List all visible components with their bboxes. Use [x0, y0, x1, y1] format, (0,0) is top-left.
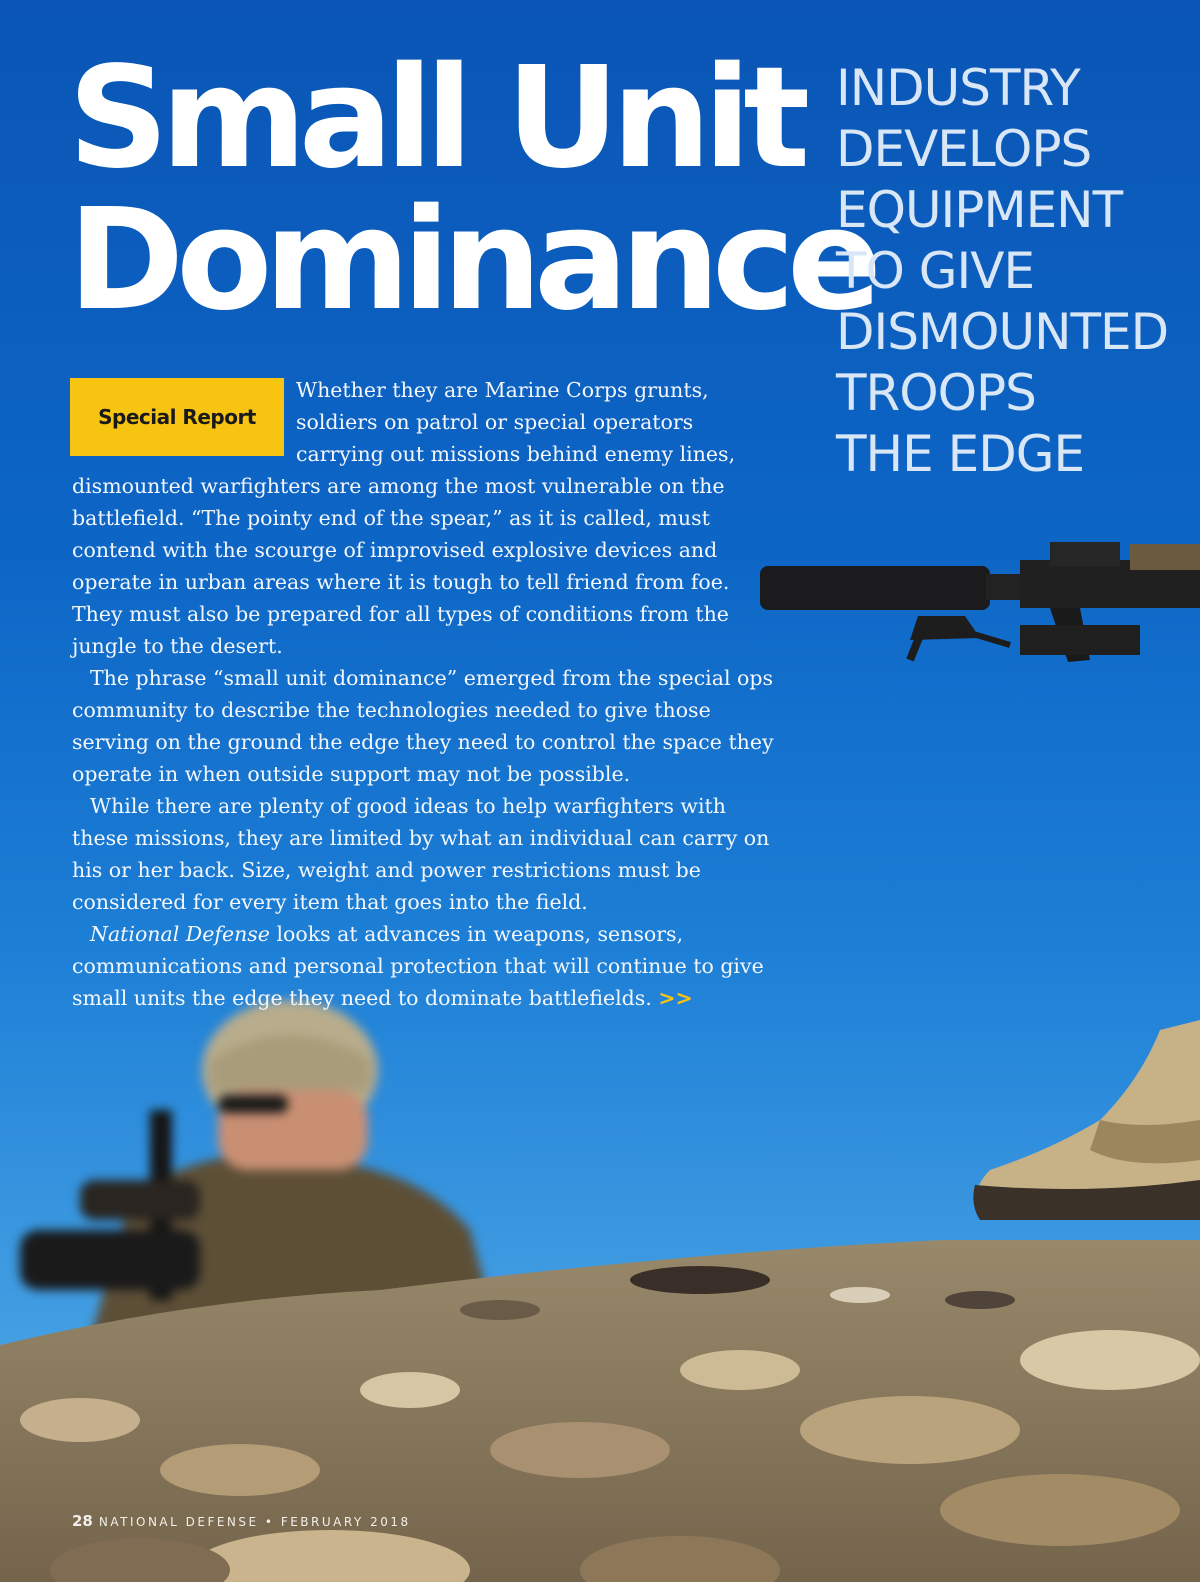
- page-number: 28: [72, 1512, 93, 1530]
- paragraph-4: [72, 918, 784, 1014]
- boot-image: [970, 1020, 1200, 1230]
- special-report-badge: Special Report: [70, 378, 284, 456]
- headline-line-2: Dominance: [68, 179, 875, 342]
- continue-arrow-icon: >>: [658, 986, 693, 1010]
- deck-line: THE EDGE: [836, 425, 1085, 483]
- headline: [68, 37, 875, 342]
- subheadline-deck: [836, 58, 1186, 485]
- deck-line: TROOPS: [836, 364, 1036, 422]
- rocky-ground-image: [0, 1240, 1200, 1582]
- publication-name: National Defense: [90, 922, 270, 946]
- page-footer: [72, 1512, 411, 1530]
- deck-line: EQUIPMENT: [836, 181, 1123, 239]
- headline-line-1: Small Unit: [68, 37, 803, 200]
- publication-issue: NATIONAL DEFENSE • FEBRUARY 2018: [98, 1515, 411, 1529]
- paragraph-1: Whether they are Marine Corps grunts, soldiers on patrol or special operators carrying out missions behind enemy lines, dismounted warfighters are among the most vulnerable on the battlefield. “The pointy end of the spear,” as it is called, must contend with the scourge of improvised explosive devices and operate in urban areas where it is tough to tell friend from foe. They must also be prepared for all types of conditions from the jungle to the desert.: [72, 378, 736, 658]
- deck-line: DISMOUNTED: [836, 303, 1169, 361]
- deck-line: INDUSTRY: [836, 59, 1080, 117]
- paragraph-2: The phrase “small unit dominance” emerged from the special ops community to describe the technologies needed to give those serving on the ground the edge they need to control the space they operate in when outside support may not be possible.: [72, 666, 774, 786]
- article-body: [72, 374, 784, 1014]
- paragraph-4-text: looks at advances in weapons, sensors, communications and personal protection that will continue to give small units the edge they need to dominate battlefields.: [72, 922, 764, 1010]
- rifle-barrel-image: [750, 530, 1200, 680]
- paragraph-3: While there are plenty of good ideas to help warfighters with these missions, they are limited by what an individual can carry on his or her back. Size, weight and power restrictions must be considered for every item that goes into the field.: [72, 794, 770, 914]
- deck-line: DEVELOPS: [836, 120, 1092, 178]
- deck-line: TO GIVE: [836, 242, 1035, 300]
